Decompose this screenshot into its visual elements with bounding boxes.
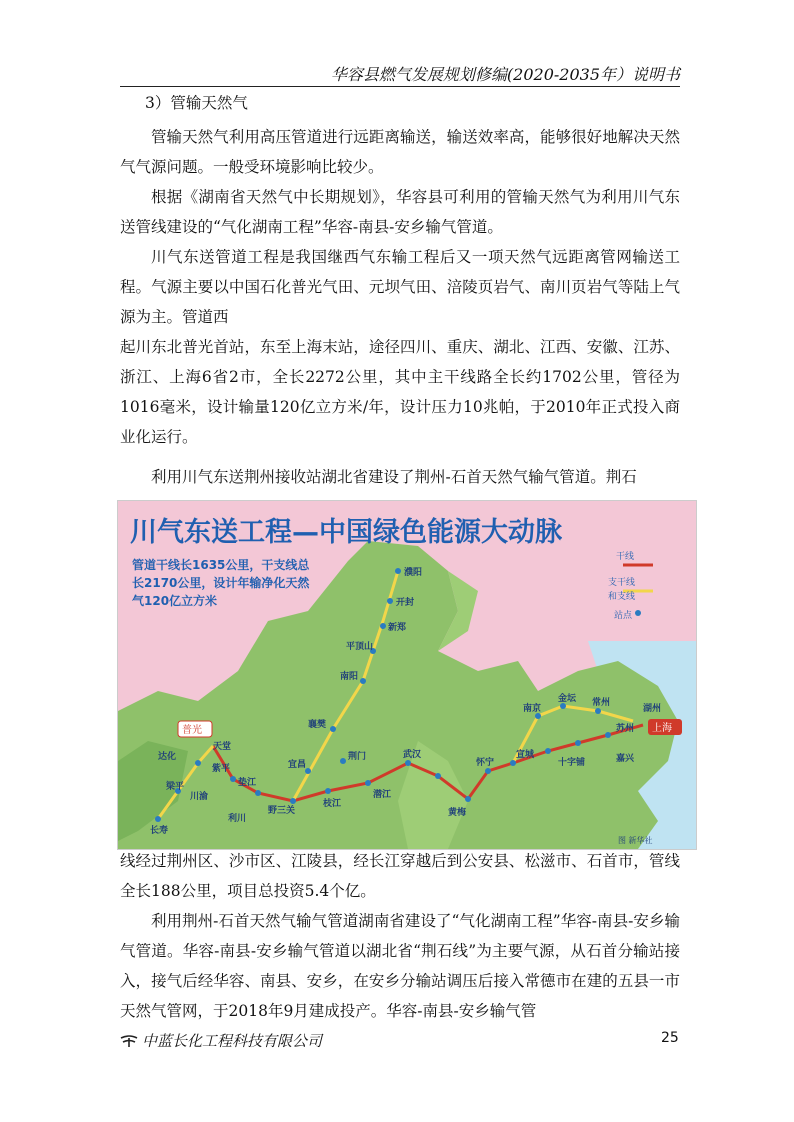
start-station-label: 普光: [182, 725, 202, 736]
legend-station-label: 站点: [614, 611, 633, 621]
svg-text:黄梅: 黄梅: [448, 808, 467, 818]
map-credit: 图 新华社: [618, 836, 653, 845]
company-logo-icon: [120, 1034, 138, 1048]
footer-company: [120, 1030, 322, 1051]
header-rule: [120, 86, 680, 87]
svg-text:梁平: 梁平: [166, 782, 185, 792]
svg-text:十字铺: 十字铺: [558, 758, 586, 768]
end-station-label: 上海: [652, 723, 672, 734]
svg-text:金坛: 金坛: [558, 694, 577, 704]
svg-text:枝江: 枝江: [323, 799, 342, 809]
svg-text:濮阳: 濮阳: [404, 568, 423, 578]
running-header: 华容县燃气发展规划修编(2020-2035年）说明书: [330, 65, 680, 84]
page-number: 25: [661, 1030, 679, 1046]
svg-text:紫平: 紫平: [212, 764, 231, 774]
svg-text:潜江: 潜江: [373, 790, 392, 800]
map-info-line-1: 管道干线长1635公里，干支线总: [132, 558, 310, 572]
map-title: 川气东送工程—中国绿色能源大动脉: [130, 517, 562, 548]
svg-text:利川: 利川: [228, 814, 247, 824]
svg-text:宣城: 宣城: [516, 750, 535, 760]
svg-text:武汉: 武汉: [403, 750, 422, 760]
svg-text:湖州: 湖州: [643, 704, 662, 714]
svg-text:长寿: 长寿: [150, 826, 169, 836]
legend-branch-label-1: 支干线: [608, 578, 636, 588]
svg-text:怀宁: 怀宁: [476, 758, 495, 768]
paragraph-2: 根据《湖南省天然气中长期规划》，华容县可利用的管输天然气为利用川气东送管线建设的“气化湖南工程”华容-南县-安乡输气管道。: [120, 188, 680, 236]
legend-main-label: 干线: [616, 552, 635, 562]
map-info-line-2: 长2170公里，设计年输净化天然: [132, 576, 310, 590]
svg-text:荆门: 荆门: [348, 752, 367, 762]
paragraph-3b: 起川东北普光首站，东至上海末站，途径四川、重庆、湖北、江西、安徽、江苏、浙江、上海6省2市，全长2272公里，其中主干线路全长约1702公里，管径为1016毫米，设计输量120亿立方米/年，设计压力10兆帕，于2010年正式投入商业化运行。: [120, 338, 680, 446]
svg-text:南京: 南京: [523, 704, 542, 714]
svg-text:平顶山: 平顶山: [346, 642, 374, 652]
legend-branch-label-2: 和支线: [608, 592, 636, 602]
map-info-line-3: 气120亿立方米: [132, 594, 218, 608]
svg-text:川渝: 川渝: [190, 792, 209, 802]
svg-text:开封: 开封: [396, 598, 415, 608]
paragraph-4a: 利用川气东送荆州接收站湖北省建设了荆州-石首天然气输气管道。荆石: [151, 468, 637, 486]
svg-text:垫江: 垫江: [238, 778, 257, 788]
svg-text:达化: 达化: [158, 752, 177, 762]
pipeline-map-image: [117, 500, 697, 850]
section-title: 3）管输天然气: [145, 94, 248, 112]
svg-text:野三关: 野三关: [268, 806, 296, 816]
svg-text:嘉兴: 嘉兴: [616, 754, 635, 764]
footer-company-name: 中蓝长化工程科技有限公司: [142, 1032, 323, 1050]
paragraph-4b: 线经过荆州区、沙市区、江陵县，经长江穿越后到公安县、松滋市、石首市，管线全长188公里，项目总投资5.4个亿。: [120, 852, 680, 900]
svg-text:襄樊: 襄樊: [308, 720, 327, 730]
svg-text:天堂: 天堂: [213, 742, 232, 752]
map-graphic: [118, 501, 696, 849]
paragraph-3a: 川气东送管道工程是我国继西气东输工程后又一项天然气远距离管网输送工程。气源主要以中国石化普光气田、元坝气田、涪陵页岩气、南川页岩气等陆上气源为主。管道西: [120, 248, 680, 326]
legend-station-swatch: [635, 610, 641, 616]
svg-text:苏州: 苏州: [616, 724, 635, 734]
paragraph-1: 管输天然气利用高压管道进行远距离输送，输送效率高，能够很好地解决天然气气源问题。一般受环境影响比较少。: [120, 128, 680, 176]
svg-text:南阳: 南阳: [340, 672, 359, 682]
svg-text:常州: 常州: [592, 698, 611, 708]
svg-text:宜昌: 宜昌: [288, 760, 307, 770]
svg-text:新郑: 新郑: [388, 623, 407, 633]
paragraph-5: 利用荆州-石首天然气输气管道湖南省建设了“气化湖南工程”华容-南县-安乡输气管道。华容-南县-安乡输气管道以湖北省“荆石线”为主要气源，从石首分输站接入，接气后经华容、南县、安乡，在安乡分输站调压后接入常德市在建的五县一市天然气管网，于2018年9月建成投产。华容-南县-安乡输气管: [120, 912, 680, 1020]
